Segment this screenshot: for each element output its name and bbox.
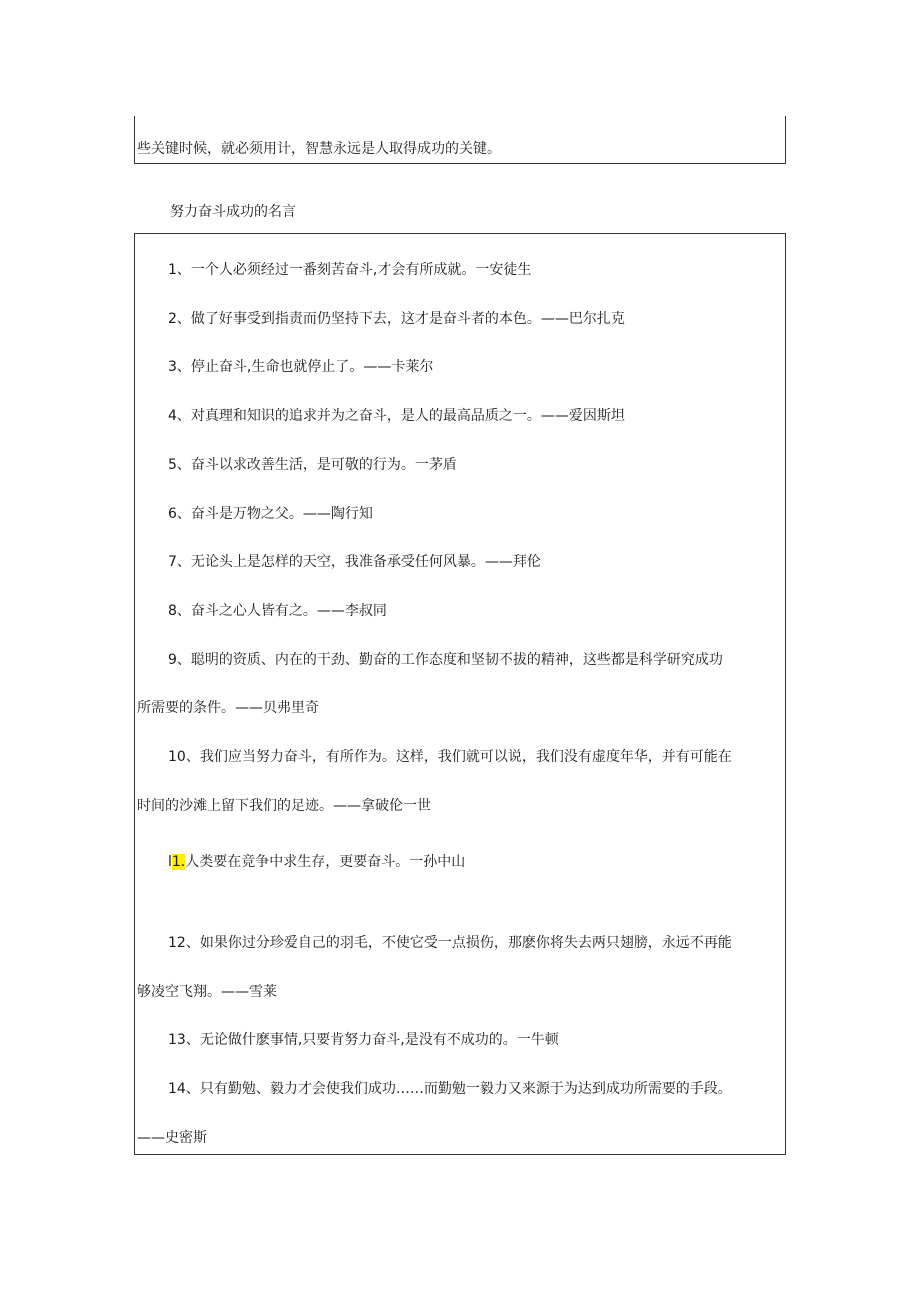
quote-12-line-1: 12、如果你过分珍爱自己的羽毛，不使它受一点损伤，那麽你将失去两只翅膀，永远不再能 bbox=[168, 935, 732, 951]
quote-11-text: 人类要在竞争中求生存，更要奋斗。一孙中山 bbox=[185, 854, 466, 870]
quote-3: 3、停止奋斗,生命也就停止了。——卡莱尔 bbox=[168, 359, 434, 375]
highlighted-number: 1. bbox=[171, 854, 186, 870]
quote-7: 7、无论头上是怎样的天空，我准备承受任何风暴。——拜伦 bbox=[168, 554, 541, 570]
quote-9-line-2: 所需要的条件。——贝弗里奇 bbox=[137, 700, 319, 716]
quote-10-line-1: 10、我们应当努力奋斗，有所作为。这样，我们就可以说，我们没有虚度年华，并有可能在 bbox=[168, 749, 732, 765]
quote-5: 5、奋斗以求改善生活，是可敬的行为。一茅盾 bbox=[168, 457, 457, 473]
top-text-box bbox=[134, 116, 786, 164]
quote-10-line-2: 时间的沙滩上留下我们的足迹。——拿破伦一世 bbox=[137, 798, 431, 814]
quote-11 bbox=[168, 853, 465, 871]
quote-11-prefix: l bbox=[168, 854, 172, 870]
quote-12-line-2: 够凌空飞翔。——雪莱 bbox=[137, 984, 277, 1000]
quote-1: 1、一个人必须经过一番刻苦奋斗,才会有所成就。一安徒生 bbox=[168, 262, 532, 278]
top-box-text: 些关键时候，就必须用计，智慧永远是人取得成功的关键。 bbox=[137, 141, 501, 157]
quote-6: 6、奋斗是万物之父。——陶行知 bbox=[168, 506, 373, 522]
quote-9-line-1: 9、聪明的资质、内在的干劲、勤奋的工作态度和坚韧不拔的精神，这些都是科学研究成功 bbox=[168, 652, 723, 668]
quote-2: 2、做了好事受到指责而仍坚持下去，这才是奋斗者的本色。——巴尔扎克 bbox=[168, 311, 625, 327]
quote-4: 4、对真理和知识的追求并为之奋斗，是人的最高品质之一。——爱因斯坦 bbox=[168, 408, 625, 424]
section-heading: 努力奋斗成功的名言 bbox=[170, 204, 296, 220]
quotes-box bbox=[134, 233, 786, 1155]
quote-8: 8、奋斗之心人皆有之。——李叔同 bbox=[168, 603, 387, 619]
quote-13: 13、无论做什麽事情,只要肯努力奋斗,是没有不成功的。一牛顿 bbox=[168, 1032, 559, 1048]
quote-14-line-2: ——史密斯 bbox=[137, 1130, 207, 1146]
quote-14-line-1: 14、只有勤勉、毅力才会使我们成功……而勤勉一毅力又来源于为达到成功所需要的手段。 bbox=[168, 1081, 732, 1097]
